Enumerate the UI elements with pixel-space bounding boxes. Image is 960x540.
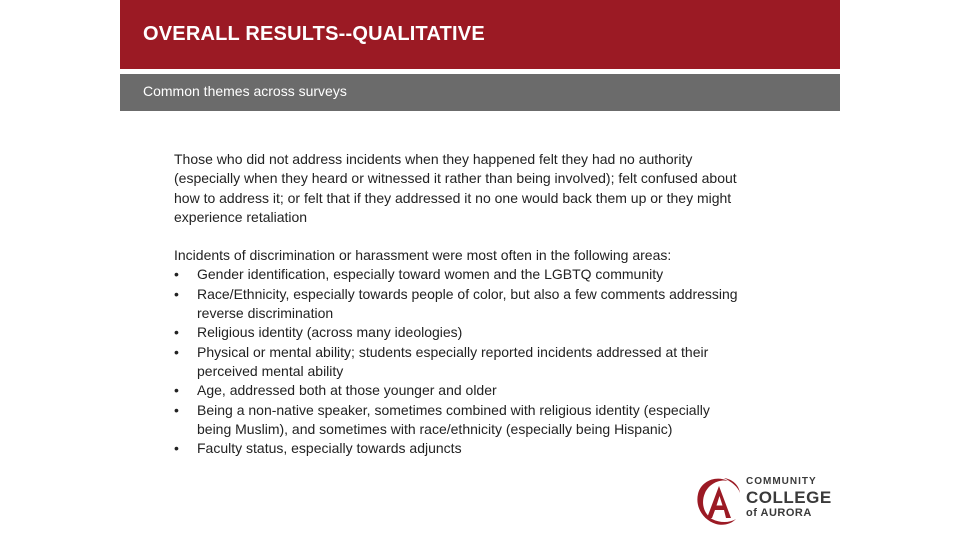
list-item-text: Religious identity (across many ideologies) [197, 324, 463, 341]
title-bar [120, 0, 840, 69]
list-item-text: Physical or mental ability; students especially reported incidents addressed at their perceived mental ability [197, 343, 709, 379]
bullet-icon: • [174, 440, 179, 457]
bullet-icon: • [174, 324, 179, 341]
paragraph-areas-intro: Incidents of discrimination or harassment were most often in the following areas: [174, 247, 672, 264]
paragraph-gap [174, 227, 744, 246]
list-item-text: Race/Ethnicity, especially towards people of color, but also a few comments addressing reverse discrimination [197, 285, 738, 322]
slide-subtitle: Common themes across surveys [143, 83, 347, 99]
list-item-text: Being a non-native speaker, sometimes combined with religious identity (especially being Muslim), and sometimes with race/ethnicity (especially being Hispanic) [197, 401, 710, 437]
list-item [174, 285, 744, 324]
paragraph-non-reporting: Those who did not address incidents when they happened felt they had no authority (especially when they heard or witnessed it rather than being involved); felt confused about how to address it; or felt that if they addressed it no one would back them up or they might experience retaliation [174, 151, 737, 225]
logo-line-college: COLLEGE [746, 488, 832, 507]
college-logo-emblem-icon [694, 472, 744, 528]
college-logo-wordmark [746, 476, 832, 520]
slide-title: OVERALL RESULTS--QUALITATIVE [143, 23, 485, 45]
logo-line-community: COMMUNITY [746, 476, 817, 487]
logo-of: of [746, 507, 758, 519]
college-logo [694, 472, 834, 528]
areas-bullet-list [174, 265, 744, 458]
bullet-icon: • [174, 285, 179, 302]
bullet-icon: • [174, 382, 179, 399]
list-item [174, 265, 744, 284]
bullet-icon: • [174, 343, 179, 360]
list-item [174, 343, 744, 382]
logo-line-aurora [746, 507, 832, 520]
list-item-text: Gender identification, especially toward women and the LGBTQ community [197, 266, 664, 283]
list-item-text: Faculty status, especially towards adjuncts [197, 440, 462, 457]
list-item [174, 323, 744, 342]
logo-aurora: AURORA [760, 507, 812, 519]
list-item [174, 381, 744, 400]
slide-body [174, 150, 744, 458]
bullet-icon: • [174, 401, 179, 418]
bullet-icon: • [174, 266, 179, 283]
list-item [174, 439, 744, 458]
subtitle-bar [120, 74, 840, 111]
list-item [174, 401, 744, 440]
list-item-text: Age, addressed both at those younger and older [197, 382, 497, 399]
